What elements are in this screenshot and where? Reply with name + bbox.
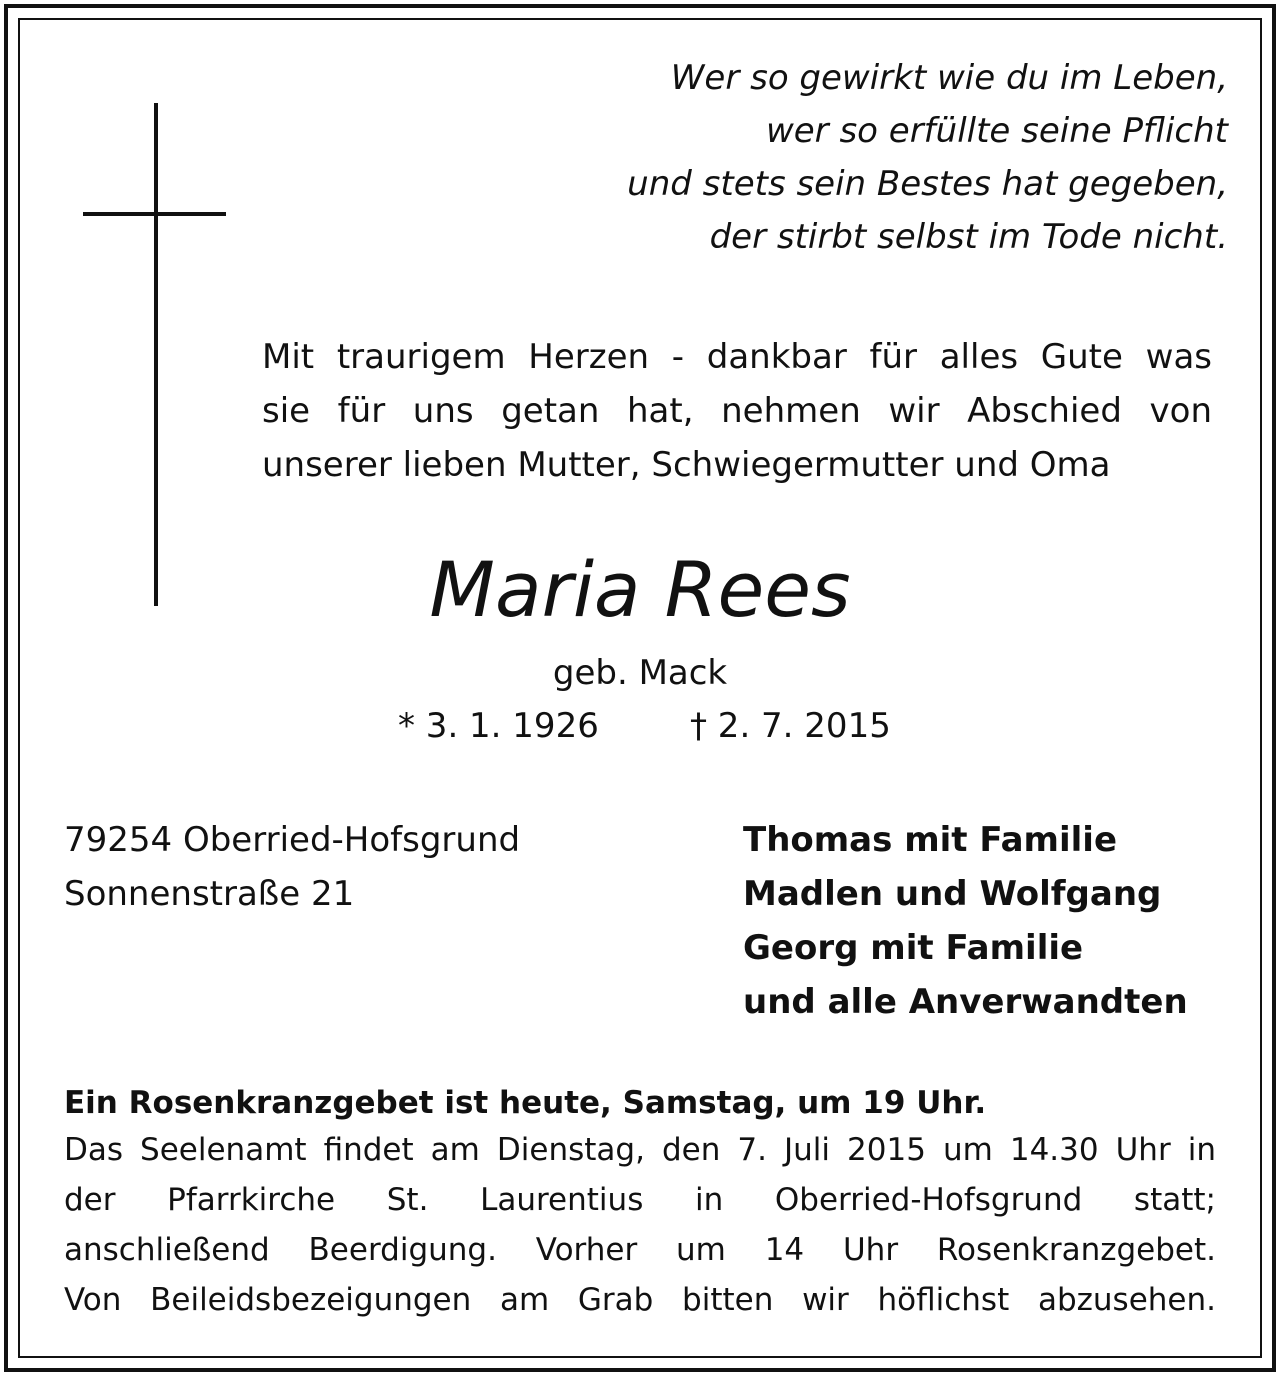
intro-line: sie für uns getan hat, nehmen wir Abschied von xyxy=(262,391,1212,431)
family-line: und alle Anverwandten xyxy=(743,982,1188,1022)
family-line: Georg mit Familie xyxy=(743,928,1084,968)
service-line: Von Beileidsbezeigungen am Grab bitten wir höflichst abzusehen. xyxy=(64,1282,1216,1318)
rosary-notice: Ein Rosenkranzgebet ist heute, Samstag, um 19 Uhr. xyxy=(64,1085,987,1121)
poem-line: der stirbt selbst im Tode nicht. xyxy=(709,217,1228,257)
address-block xyxy=(64,813,520,921)
family-line: Madlen und Wolfgang xyxy=(743,874,1162,914)
intro-line: Mit traurigem Herzen - dankbar für alles Gute was xyxy=(262,337,1212,377)
service-line: der Pfarrkirche St. Laurentius in Oberried-Hofsgrund statt; xyxy=(64,1182,1216,1218)
intro-line: unserer lieben Mutter, Schwiegermutter und Oma xyxy=(262,445,1111,485)
memorial-poem xyxy=(468,52,1228,264)
poem-line: wer so erfüllte seine Pflicht xyxy=(765,111,1228,151)
maiden-name: geb. Mack xyxy=(552,653,728,693)
birth-date: * 3. 1. 1926 xyxy=(398,706,599,746)
poem-line: Wer so gewirkt wie du im Leben, xyxy=(670,58,1228,98)
death-date: † 2. 7. 2015 xyxy=(690,706,891,746)
family-line: Thomas mit Familie xyxy=(743,820,1117,860)
deceased-name-text: Maria Rees xyxy=(429,545,851,634)
family-signatures xyxy=(743,813,1188,1029)
deceased-name xyxy=(0,545,1280,635)
address-line: 79254 Oberried-Hofsgrund xyxy=(64,820,521,860)
cross-vertical-bar xyxy=(154,103,158,606)
cross-horizontal-bar xyxy=(83,212,226,216)
service-line: Das Seelenamt findet am Dienstag, den 7. Juli 2015 um 14.30 Uhr in xyxy=(64,1132,1216,1168)
service-details xyxy=(64,1125,1216,1325)
announcement-intro xyxy=(262,330,1212,492)
service-line: anschließend Beerdigung. Vorher um 14 Uhr Rosenkranzgebet. xyxy=(64,1232,1216,1268)
poem-line: und stets sein Bestes hat gegeben, xyxy=(627,164,1228,204)
address-line: Sonnenstraße 21 xyxy=(64,874,355,914)
